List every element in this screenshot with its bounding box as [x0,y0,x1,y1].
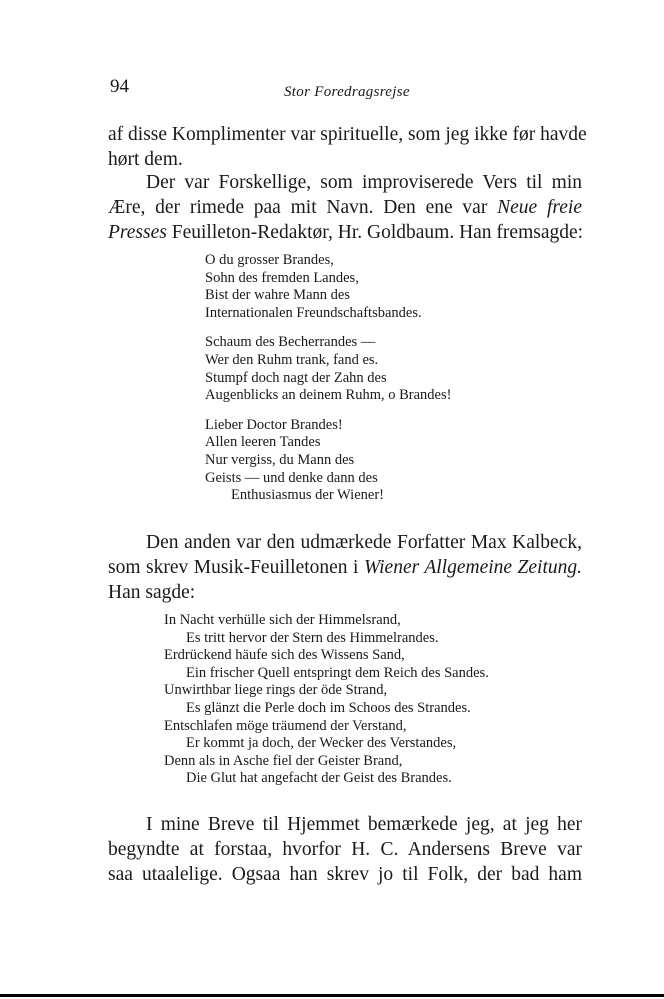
verse-line: Denn als in Asche fiel der Geister Brand, [164,752,403,769]
running-head: Stor Foredragsrejse [284,84,410,100]
stanza [205,252,451,322]
page-number: 94 [110,76,129,97]
text-line: af disse Komplimenter var spirituelle, som jeg ikke før havde [108,124,587,145]
verse-line: Es glänzt die Perle doch im Schoos des Strandes. [186,699,471,716]
verse-line: Allen leeren Tandes [205,434,321,451]
text-line [108,220,582,245]
text-run: som skrev Musik-Feuilletonen i [108,557,359,578]
text-line: begyndte at forstaa, hvorfor H. C. Andersens Breve var [108,839,582,860]
verse-line: Schaum des Becherrandes — [205,334,376,351]
verse-line: In Nacht verhülle sich der Himmelsrand, [164,612,401,628]
verse-line: Es tritt hervor der Stern des Himmelrandes. [186,629,439,646]
verse-line: Ein frischer Quell entspringt dem Reich des Sandes. [186,664,489,681]
paragraph-4 [108,812,582,887]
verse-line: Die Glut hat angefacht der Geist des Brandes. [186,770,452,787]
verse-line: Lieber Doctor Brandes! [205,416,343,433]
verse-line: Stumpf doch nagt der Zahn des [205,369,387,386]
verse-line: Nur vergiss, du Mann des [205,451,355,468]
newspaper-title-cont: Presses [108,222,167,243]
text-line [108,195,582,220]
verse-line: Augenblicks an deinem Ruhm, o Brandes! [205,387,452,404]
verse-line: Unwirthbar liege rings der öde Strand, [164,682,388,699]
stanza [205,334,451,404]
newspaper-title: Wiener Allgemeine Zeitung. [363,557,583,578]
verse-line: Sohn des fremden Landes, [205,269,359,286]
text-run: Feuilleton-Redaktør, Hr. Goldbaum. Han fremsagde: [171,222,584,243]
text-line [108,555,582,580]
verse-line: Geists — und denke dann des [205,469,378,486]
text-line: hørt dem. [108,149,183,170]
verse-line: Entschlafen möge träumend der Verstand, [164,717,407,734]
text-line: I mine Breve til Hjemmet bemærkede jeg, at jeg her [146,814,582,835]
verse-line: Erdrückend häufe sich des Wissens Sand, [164,647,405,664]
verse-line: Enthusiasmus der Wiener! [231,487,384,504]
text-line: saa utaalelige. Ogsaa han skrev jo til Folk, der bad ham [108,864,582,885]
text-line: Der var Forskellige, som improviserede Vers til min [146,172,582,193]
verse-line: Er kommt ja doch, der Wecker des Verstandes, [186,735,457,752]
paragraph-3 [108,530,582,605]
poem-kalbeck [164,612,489,788]
paragraph-2 [108,170,582,245]
verse-line: Internationalen Freundschaftsbandes. [205,304,422,321]
text-line: Han sagde: [108,582,196,603]
stanza [205,417,451,505]
newspaper-title: Neue freie [497,197,583,218]
page-edge-rule [0,994,664,997]
verse-line: Wer den Ruhm trank, fand es. [205,351,379,368]
poem-goldbaum [205,252,451,517]
verse-line: Bist der wahre Mann des [205,287,350,304]
text-run: Ære, der rimede paa mit Navn. Den ene var [108,197,488,218]
paragraph-1 [108,122,587,172]
verse-line: O du grosser Brandes, [205,252,334,268]
text-line: Den anden var den udmærkede Forfatter Max Kalbeck, [146,532,582,553]
